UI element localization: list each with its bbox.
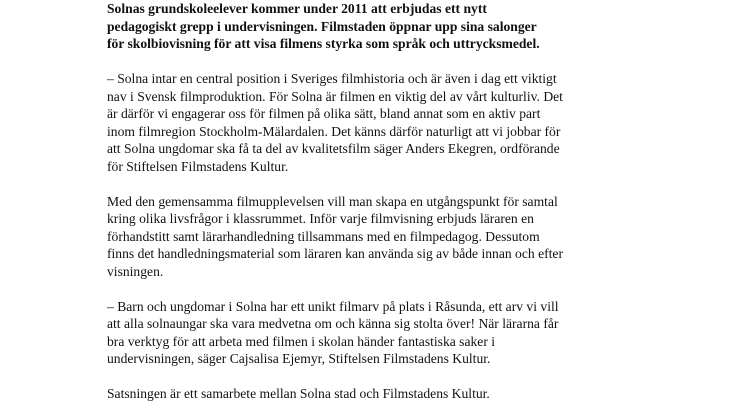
lead-paragraph <box>107 0 627 53</box>
text-line: visningen. <box>107 263 164 279</box>
lead-line: Solnas grundskoleelever kommer under 2011 att erbjudas ett nytt <box>107 1 487 16</box>
text-line: nav i Svensk filmproduktion. För Solna är filmen en viktig del av vårt kulturliv. Det <box>107 88 563 104</box>
text-line: kring olika livsfrågor i klassrummet. Inför varje filmvisning erbjuds läraren en <box>107 211 534 226</box>
quote-paragraph-ejemyr <box>107 298 627 368</box>
text-line: bra verktyg för att arbeta med filmen i skolan händer fantastiska saker i <box>107 333 496 349</box>
lead-line: pedagogiskt grepp i undervisningen. Filmstaden öppnar upp sina salonger <box>107 18 537 34</box>
text-line: är därför vi engagerar oss för filmen på olika sätt, bland annat som en aktiv part <box>107 106 541 121</box>
document-body <box>107 0 627 403</box>
text-line: för Stiftelsen Filmstadens Kultur. <box>107 158 289 174</box>
text-line: undervisningen, säger Cajsalisa Ejemyr, Stiftelsen Filmstadens Kultur. <box>107 351 491 366</box>
paragraph-gap <box>107 368 627 386</box>
film-experience-paragraph <box>107 193 627 281</box>
text-line: att Solna ungdomar ska få ta del av kvalitetsfilm säger Anders Ekegren, ordförande <box>107 141 560 156</box>
paragraph-gap <box>107 53 627 71</box>
paragraph-gap <box>107 175 627 193</box>
collaboration-paragraph <box>107 385 627 403</box>
text-line: Satsningen är ett samarbete mellan Solna stad och Filmstadens Kultur. <box>107 386 490 401</box>
text-line: inom filmregion Stockholm-Mälardalen. Det känns därför naturligt att vi jobbar för <box>107 123 561 139</box>
text-line: Med den gemensamma filmupplevelsen vill man skapa en utgångspunkt för samtal <box>107 193 558 209</box>
text-line: finns det handledningsmaterial som läraren kan använda sig av både innan och efter <box>107 246 563 261</box>
text-line: att alla solnaungar ska vara medvetna om och känna sig stolta över! När lärarna får <box>107 316 559 331</box>
paragraph-gap <box>107 280 627 298</box>
quote-paragraph-ekegren <box>107 70 627 175</box>
text-line: – Solna intar en central position i Sveriges filmhistoria och är även i dag ett viktigt <box>107 71 557 86</box>
text-line: förhandstitt samt lärarhandledning tillsammans med en filmpedagog. Dessutom <box>107 228 540 244</box>
text-line: – Barn och ungdomar i Solna har ett unikt filmarv på plats i Råsunda, ett arv vi vill <box>107 298 559 314</box>
lead-line: för skolbiovisning för att visa filmens styrka som språk och uttrycksmedel. <box>107 36 540 51</box>
